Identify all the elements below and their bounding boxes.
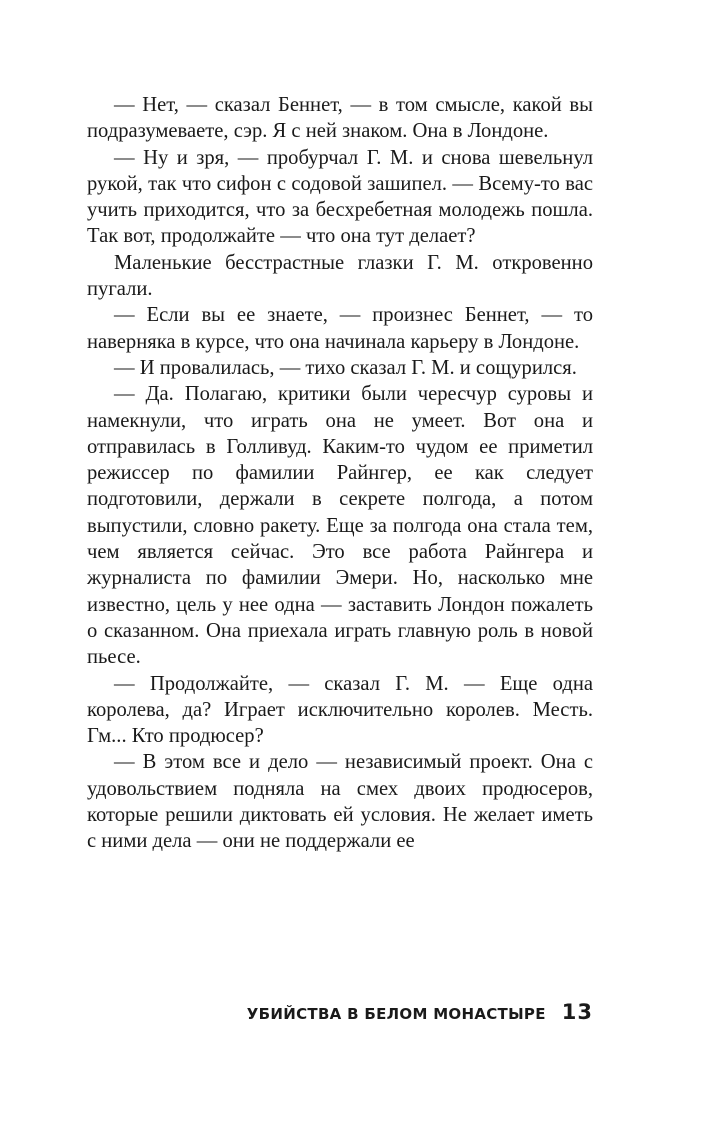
paragraph: — Да. Полагаю, критики были чересчур суровы и намекнули, что играть она не умеет. Вот она и отправилась в Голливуд. Каким-то чудом ее приметил режиссер по фамилии Райнгер, ее как следует подготовили, держали в секрете полгода, а потом выпустили, словно ракету. Еще за полгода она стала тем, чем является сейчас. Это все работа Райнгера и журналиста по фамилии Эмери. Но, насколько мне известно, цель у нее одна — заставить Лондон пожалеть о сказанном. Она приехала играть главную роль в новой пьесе. — [87, 383, 593, 669]
running-title: УБИЙСТВА В БЕЛОМ МОНАСТЫРЕ — [246, 1005, 546, 1023]
paragraph: — Ну и зря, — пробурчал Г. М. и снова шевельнул рукой, так что сифон с содовой зашипел. — Всему-то вас учить приходится, что за бесхребетная молодежь пошла. Так вот, продолжайте — что она тут делает? — [87, 146, 593, 248]
paragraph: — Если вы ее знаете, — произнес Беннет, — то наверняка в курсе, что она начинала карьеру в Лондоне. — [87, 304, 593, 353]
page-footer — [87, 1000, 593, 1024]
text-block — [87, 92, 593, 855]
page-number: 13 — [561, 1000, 593, 1024]
paragraph: — Нет, — сказал Беннет, — в том смысле, какой вы подразумеваете, сэр. Я с ней знаком. Она в Лондоне. — [87, 94, 593, 143]
paragraph: Маленькие бесстрастные глазки Г. М. откровенно пугали. — [87, 251, 593, 301]
paragraph: — В этом все и дело — независимый проект. Она с удовольствием подняла на смех двоих продюсеров, которые решили диктовать ей условия. Не желает иметь с ними дела — они не поддержали ее — [87, 751, 593, 853]
page-body — [87, 92, 593, 855]
paragraph: — Продолжайте, — сказал Г. М. — Еще одна королева, да? Играет исключительно королев. Месть. Гм... Кто продюсер? — [87, 672, 593, 748]
paragraph: — И провалилась, — тихо сказал Г. М. и сощурился. — [114, 356, 577, 379]
